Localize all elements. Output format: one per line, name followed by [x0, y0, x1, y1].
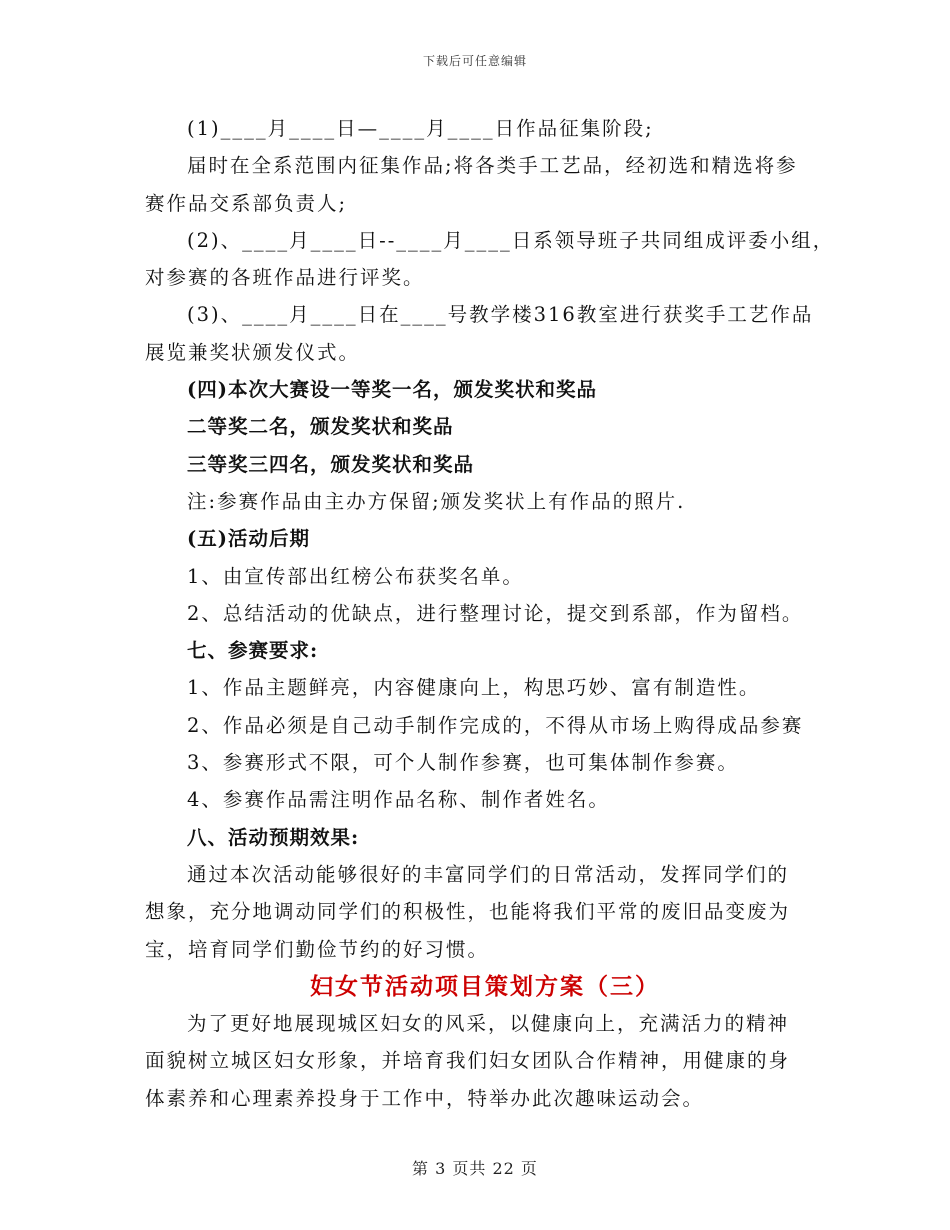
- text-line: 4、参赛作品需注明作品名称、制作者姓名。: [187, 788, 610, 812]
- text-line: 七、参赛要求:: [187, 639, 319, 663]
- text-line: (1)____月____日—____月____日作品征集阶段;: [187, 117, 654, 140]
- text-line: 三等奖三四名，颁发奖状和奖品: [187, 452, 475, 476]
- text-line: 1、由宣传部出红榜公布获奖名单。: [187, 564, 524, 588]
- text-line: 展览兼奖状颁发仪式。: [145, 340, 361, 364]
- text-line: 2、作品必须是自己动手制作完成的，不得从市场上购得成品参赛: [187, 713, 804, 737]
- closing-paragraph: [145, 1005, 815, 1117]
- text-line: 通过本次活动能够很好的丰富同学们的日常活动，发挥同学们的: [187, 862, 790, 886]
- text-line: 2、总结活动的优缺点，进行整理讨论，提交到系部，作为留档。: [187, 601, 804, 625]
- text-line: 3、参赛形式不限，可个人制作参赛，也可集体制作参赛。: [187, 751, 739, 775]
- text-line: 注:参赛作品由主办方保留;颁发奖状上有作品的照片.: [187, 489, 686, 513]
- document-body: [145, 110, 835, 1117]
- text-line: 面貌树立城区妇女形象，并培育我们妇女团队合作精神，用健康的身: [145, 1049, 791, 1073]
- text-line: (2)、____月____日--____月____日系领导班子共同组成评委小组，: [187, 228, 835, 252]
- text-line: 体素养和心理素养投身于工作中，特举办此次趣味运动会。: [145, 1086, 705, 1110]
- section-title: 妇女节活动项目策划方案（三）: [310, 972, 660, 1000]
- page-footer: 第 3 页共 22 页: [412, 1159, 538, 1178]
- text-line: 宝，培育同学们勤俭节约的好习惯。: [145, 937, 490, 961]
- text-line: 1、作品主题鲜亮，内容健康向上，构思巧妙、富有制造性。: [187, 676, 761, 700]
- body-paragraphs: [145, 110, 835, 968]
- text-line: 届时在全系范围内征集作品;将各类手工艺品，经初选和精选将参: [187, 154, 798, 178]
- text-line: 八、活动预期效果:: [187, 825, 360, 849]
- text-line: (五)活动后期: [187, 527, 310, 551]
- text-line: 对参赛的各班作品进行评奖。: [145, 266, 425, 290]
- text-line: (3)、____月____日在____号教学楼316教室进行获奖手工艺作品: [187, 303, 814, 327]
- text-line: 为了更好地展现城区妇女的风采，以健康向上，充满活力的精神: [187, 1012, 790, 1036]
- text-line: 想象，充分地调动同学们的积极性，也能将我们平常的废旧品变废为: [145, 900, 791, 924]
- text-line: 二等奖二名，颁发奖状和奖品: [187, 415, 454, 439]
- page-header: 下载后可任意编辑: [422, 54, 527, 68]
- text-line: (四)本次大赛设一等奖一名，颁发奖状和奖品: [187, 378, 597, 402]
- text-line: 赛作品交系部负责人;: [145, 191, 348, 215]
